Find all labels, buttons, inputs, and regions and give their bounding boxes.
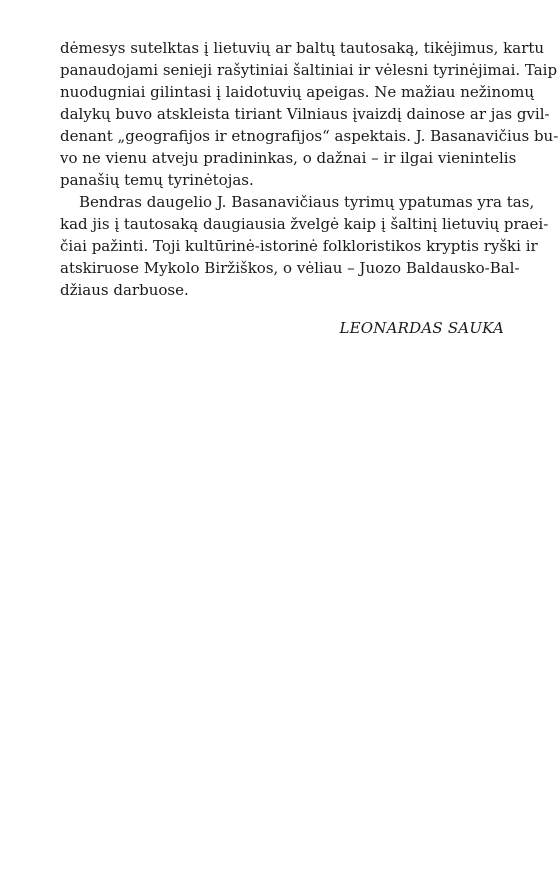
text-line: vo ne vienu atveju pradininkas, o dažnai – ir ilgai vienintelis [60, 149, 517, 167]
text-line: dalykų buvo atskleista tiriant Vilniaus įvaizdį dainose ar jas gvil- [60, 105, 550, 123]
text-line: atskiruose Mykolo Biržiškos, o vėliau – Juozo Baldausko-Bal- [60, 259, 520, 277]
author-signature: LEONARDAS SAUKA [339, 319, 504, 337]
paragraph-1 [60, 37, 559, 191]
text-line: panaudojami senieji rašytiniai šaltiniai ir vėlesni tyrinėjimai. Taip [60, 61, 558, 79]
paragraph-2 [60, 191, 549, 301]
text-line: dėmesys sutelktas į lietuvių ar baltų tautosaką, tikėjimus, kartu [60, 39, 545, 57]
text-line: panašių temų tyrinėtojas. [60, 171, 254, 189]
text-line: džiaus darbuose. [60, 281, 189, 299]
text-line: čiai pažinti. Toji kultūrinė-istorinė folkloristikos kryptis ryški ir [60, 237, 538, 255]
text-line: denant „geografijos ir etnografijos“ aspektais. J. Basanavičius bu- [60, 127, 559, 145]
text-line: Bendras daugelio J. Basanavičiaus tyrimų ypatumas yra tas, [79, 193, 535, 211]
document-page [60, 37, 559, 339]
text-line: nuodugniai gilintasi į laidotuvių apeigas. Ne mažiau nežinomų [60, 83, 535, 101]
text-line: kad jis į tautosaką daugiausia žvelgė kaip į šaltinį lietuvių praei- [60, 215, 549, 233]
